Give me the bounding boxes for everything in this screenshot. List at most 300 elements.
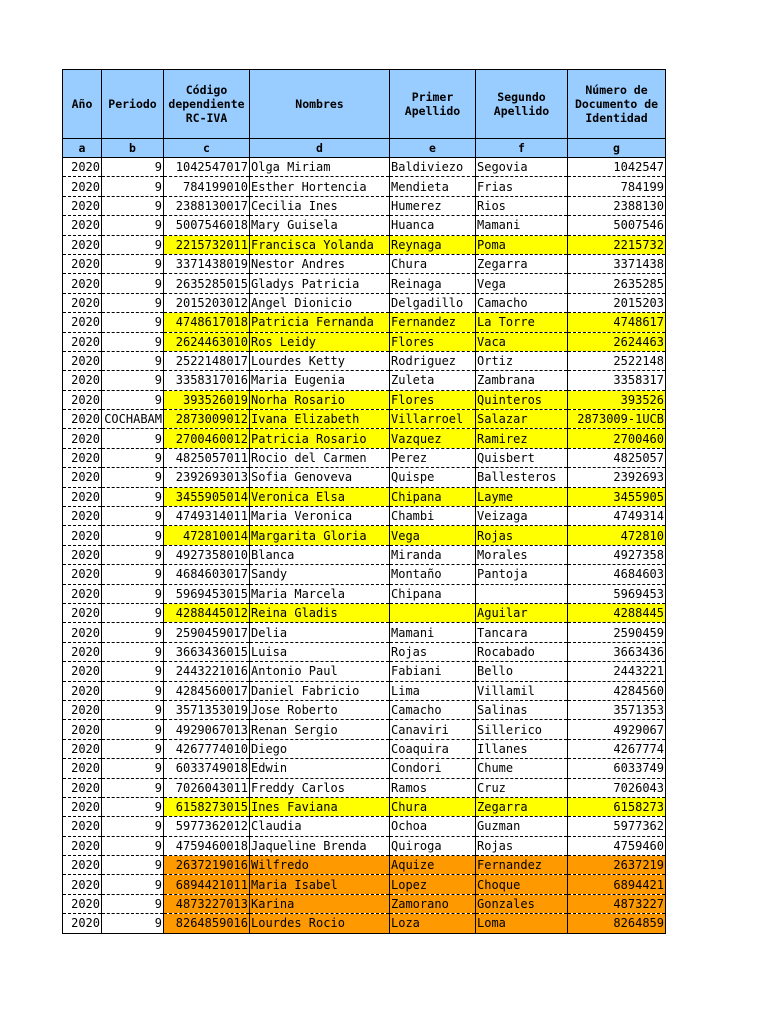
cell-segundo-apellido: Mamani: [476, 216, 568, 235]
cell-ano: 2020: [63, 507, 102, 526]
cell-codigo: 3455905014: [164, 487, 250, 506]
cell-segundo-apellido: Aguilar: [476, 603, 568, 622]
cell-primer-apellido: Lopez: [390, 875, 476, 894]
cell-nombres: Freddy Carlos: [250, 778, 390, 797]
cell-ano: 2020: [63, 371, 102, 390]
cell-nombres: Renan Sergio: [250, 720, 390, 739]
cell-documento: 4684603: [568, 565, 666, 584]
cell-codigo: 4825057011: [164, 448, 250, 467]
cell-ano: 2020: [63, 603, 102, 622]
table-row: [63, 584, 666, 603]
table-row: [63, 662, 666, 681]
cell-codigo: 3663436015: [164, 642, 250, 661]
cell-nombres: Jose Roberto: [250, 700, 390, 719]
cell-nombres: Margarita Gloria: [250, 526, 390, 545]
cell-primer-apellido: Condori: [390, 759, 476, 778]
cell-primer-apellido: Aquize: [390, 856, 476, 875]
cell-primer-apellido: Reinaga: [390, 274, 476, 293]
table-row: [63, 235, 666, 254]
cell-primer-apellido: Chura: [390, 797, 476, 816]
cell-nombres: Gladys Patricia: [250, 274, 390, 293]
cell-documento: 3455905: [568, 487, 666, 506]
cell-codigo: 4684603017: [164, 565, 250, 584]
cell-documento: 2637219: [568, 856, 666, 875]
cell-documento: 5007546: [568, 216, 666, 235]
table-row: [63, 313, 666, 332]
cell-codigo: 2015203012: [164, 293, 250, 312]
cell-codigo: 4749314011: [164, 507, 250, 526]
cell-nombres: Wilfredo: [250, 856, 390, 875]
cell-documento: 784199: [568, 177, 666, 196]
cell-ano: 2020: [63, 817, 102, 836]
cell-documento: 393526: [568, 390, 666, 409]
cell-nombres: Sandy: [250, 565, 390, 584]
cell-documento: 2873009-1UCB: [568, 410, 666, 429]
cell-nombres: Ines Faviana: [250, 797, 390, 816]
cell-periodo: 9: [102, 565, 164, 584]
table-row: [63, 468, 666, 487]
cell-nombres: Patricia Fernanda: [250, 313, 390, 332]
cell-ano: 2020: [63, 274, 102, 293]
cell-periodo: 9: [102, 293, 164, 312]
cell-segundo-apellido: Gonzales: [476, 894, 568, 913]
table-row: [63, 759, 666, 778]
cell-primer-apellido: Mendieta: [390, 177, 476, 196]
cell-primer-apellido: Rojas: [390, 642, 476, 661]
cell-documento: 2015203: [568, 293, 666, 312]
cell-codigo: 4759460018: [164, 836, 250, 855]
cell-periodo: 9: [102, 313, 164, 332]
cell-periodo: 9: [102, 177, 164, 196]
cell-codigo: 784199010: [164, 177, 250, 196]
letter-f: f: [476, 139, 568, 158]
cell-primer-apellido: Delgadillo: [390, 293, 476, 312]
cell-ano: 2020: [63, 623, 102, 642]
cell-segundo-apellido: Camacho: [476, 293, 568, 312]
cell-ano: 2020: [63, 332, 102, 351]
cell-periodo: 9: [102, 894, 164, 913]
cell-codigo: 8264859016: [164, 914, 250, 933]
cell-ano: 2020: [63, 584, 102, 603]
cell-codigo: 6894421011: [164, 875, 250, 894]
table-row: [63, 487, 666, 506]
cell-primer-apellido: Fernandez: [390, 313, 476, 332]
cell-documento: 472810: [568, 526, 666, 545]
cell-periodo: 9: [102, 662, 164, 681]
cell-codigo: 2873009012: [164, 410, 250, 429]
cell-nombres: Patricia Rosario: [250, 429, 390, 448]
cell-periodo: 9: [102, 390, 164, 409]
cell-segundo-apellido: Rojas: [476, 836, 568, 855]
cell-codigo: 2443221016: [164, 662, 250, 681]
cell-documento: 4288445: [568, 603, 666, 622]
cell-periodo: 9: [102, 371, 164, 390]
cell-codigo: 4288445012: [164, 603, 250, 622]
cell-ano: 2020: [63, 778, 102, 797]
cell-primer-apellido: Chipana: [390, 487, 476, 506]
cell-primer-apellido: Zamorano: [390, 894, 476, 913]
cell-primer-apellido: Villarroel: [390, 410, 476, 429]
cell-primer-apellido: Loza: [390, 914, 476, 933]
table-row: [63, 894, 666, 913]
cell-documento: 4284560: [568, 681, 666, 700]
cell-codigo: 2590459017: [164, 623, 250, 642]
table-row: [63, 351, 666, 370]
cell-periodo: 9: [102, 603, 164, 622]
table-row: [63, 216, 666, 235]
table-row: [63, 817, 666, 836]
cell-segundo-apellido: Ballesteros: [476, 468, 568, 487]
cell-documento: 4927358: [568, 545, 666, 564]
cell-segundo-apellido: Loma: [476, 914, 568, 933]
cell-documento: 2700460: [568, 429, 666, 448]
cell-codigo: 6033749018: [164, 759, 250, 778]
cell-documento: 4748617: [568, 313, 666, 332]
cell-segundo-apellido: Salinas: [476, 700, 568, 719]
cell-codigo: 5969453015: [164, 584, 250, 603]
cell-primer-apellido: Flores: [390, 390, 476, 409]
cell-periodo: 9: [102, 235, 164, 254]
cell-documento: 2443221: [568, 662, 666, 681]
cell-codigo: 3371438019: [164, 254, 250, 273]
cell-primer-apellido: Ochoa: [390, 817, 476, 836]
cell-nombres: Mary Guisela: [250, 216, 390, 235]
cell-primer-apellido: Baldiviezo: [390, 158, 476, 177]
cell-primer-apellido: [390, 603, 476, 622]
cell-nombres: Claudia: [250, 817, 390, 836]
cell-nombres: Maria Marcela: [250, 584, 390, 603]
cell-codigo: 4267774010: [164, 739, 250, 758]
table-row: [63, 254, 666, 273]
cell-primer-apellido: Fabiani: [390, 662, 476, 681]
cell-documento: 2522148: [568, 351, 666, 370]
cell-documento: 6033749: [568, 759, 666, 778]
cell-segundo-apellido: Choque: [476, 875, 568, 894]
cell-nombres: Maria Veronica: [250, 507, 390, 526]
header-primer-apellido: Primer Apellido: [390, 70, 476, 139]
cell-codigo: 2700460012: [164, 429, 250, 448]
cell-periodo: 9: [102, 623, 164, 642]
table-row: [63, 545, 666, 564]
cell-ano: 2020: [63, 856, 102, 875]
cell-segundo-apellido: Rios: [476, 196, 568, 215]
cell-ano: 2020: [63, 914, 102, 933]
cell-codigo: 2637219016: [164, 856, 250, 875]
cell-codigo: 2388130017: [164, 196, 250, 215]
cell-segundo-apellido: Poma: [476, 235, 568, 254]
cell-nombres: Sofia Genoveva: [250, 468, 390, 487]
cell-codigo: 2624463010: [164, 332, 250, 351]
cell-ano: 2020: [63, 739, 102, 758]
cell-segundo-apellido: Rocabado: [476, 642, 568, 661]
cell-documento: 3371438: [568, 254, 666, 273]
cell-periodo: 9: [102, 468, 164, 487]
cell-primer-apellido: Vega: [390, 526, 476, 545]
cell-segundo-apellido: Morales: [476, 545, 568, 564]
cell-periodo: 9: [102, 642, 164, 661]
cell-ano: 2020: [63, 545, 102, 564]
rc-iva-table: [62, 69, 666, 934]
cell-primer-apellido: Mamani: [390, 623, 476, 642]
header-codigo: Código dependiente RC-IVA: [164, 70, 250, 139]
cell-primer-apellido: Chipana: [390, 584, 476, 603]
cell-nombres: Esther Hortencia: [250, 177, 390, 196]
table-body: [63, 158, 666, 934]
cell-primer-apellido: Lima: [390, 681, 476, 700]
cell-segundo-apellido: Segovia: [476, 158, 568, 177]
cell-segundo-apellido: Zambrana: [476, 371, 568, 390]
table-row: [63, 797, 666, 816]
cell-nombres: Lourdes Rocio: [250, 914, 390, 933]
cell-ano: 2020: [63, 235, 102, 254]
cell-periodo: 9: [102, 351, 164, 370]
cell-segundo-apellido: La Torre: [476, 313, 568, 332]
cell-documento: 2392693: [568, 468, 666, 487]
table-row: [63, 410, 666, 429]
cell-nombres: Olga Miriam: [250, 158, 390, 177]
cell-codigo: 5977362012: [164, 817, 250, 836]
cell-primer-apellido: Perez: [390, 448, 476, 467]
letter-row: [63, 139, 666, 158]
cell-codigo: 5007546018: [164, 216, 250, 235]
table-row: [63, 623, 666, 642]
cell-periodo: 9: [102, 332, 164, 351]
cell-segundo-apellido: Cruz: [476, 778, 568, 797]
cell-periodo: 9: [102, 778, 164, 797]
cell-nombres: Luisa: [250, 642, 390, 661]
cell-periodo: 9: [102, 759, 164, 778]
table-row: [63, 448, 666, 467]
cell-documento: 5969453: [568, 584, 666, 603]
cell-codigo: 2215732011: [164, 235, 250, 254]
cell-nombres: Diego: [250, 739, 390, 758]
table-row: [63, 526, 666, 545]
cell-periodo: 9: [102, 274, 164, 293]
cell-nombres: Angel Dionicio: [250, 293, 390, 312]
cell-segundo-apellido: Guzman: [476, 817, 568, 836]
cell-documento: 2635285: [568, 274, 666, 293]
letter-b: b: [102, 139, 164, 158]
cell-periodo: 9: [102, 720, 164, 739]
header-row: [63, 70, 666, 139]
cell-nombres: Jaqueline Brenda: [250, 836, 390, 855]
cell-nombres: Ivana Elizabeth: [250, 410, 390, 429]
cell-primer-apellido: Huanca: [390, 216, 476, 235]
cell-documento: 2388130: [568, 196, 666, 215]
cell-codigo: 2392693013: [164, 468, 250, 487]
table-row: [63, 293, 666, 312]
cell-ano: 2020: [63, 177, 102, 196]
cell-periodo: 9: [102, 158, 164, 177]
table-row: [63, 177, 666, 196]
cell-ano: 2020: [63, 836, 102, 855]
cell-primer-apellido: Miranda: [390, 545, 476, 564]
table-row: [63, 158, 666, 177]
cell-primer-apellido: Rodriguez: [390, 351, 476, 370]
cell-documento: 2590459: [568, 623, 666, 642]
cell-segundo-apellido: [476, 584, 568, 603]
cell-nombres: Reina Gladis: [250, 603, 390, 622]
table-row: [63, 642, 666, 661]
cell-segundo-apellido: Vega: [476, 274, 568, 293]
cell-codigo: 4929067013: [164, 720, 250, 739]
cell-periodo: 9: [102, 487, 164, 506]
cell-ano: 2020: [63, 642, 102, 661]
table-row: [63, 390, 666, 409]
cell-documento: 5977362: [568, 817, 666, 836]
cell-periodo: 9: [102, 429, 164, 448]
cell-segundo-apellido: Frias: [476, 177, 568, 196]
cell-primer-apellido: Quiroga: [390, 836, 476, 855]
letter-d: d: [250, 139, 390, 158]
cell-documento: 4267774: [568, 739, 666, 758]
table-row: [63, 739, 666, 758]
cell-ano: 2020: [63, 216, 102, 235]
cell-nombres: Edwin: [250, 759, 390, 778]
cell-primer-apellido: Humerez: [390, 196, 476, 215]
cell-primer-apellido: Canaviri: [390, 720, 476, 739]
cell-nombres: Daniel Fabricio: [250, 681, 390, 700]
cell-periodo: 9: [102, 216, 164, 235]
cell-periodo: 9: [102, 196, 164, 215]
cell-nombres: Blanca: [250, 545, 390, 564]
cell-ano: 2020: [63, 894, 102, 913]
cell-documento: 4749314: [568, 507, 666, 526]
cell-segundo-apellido: Chume: [476, 759, 568, 778]
cell-documento: 6894421: [568, 875, 666, 894]
cell-periodo: 9: [102, 836, 164, 855]
table-row: [63, 332, 666, 351]
table-row: [63, 778, 666, 797]
cell-documento: 7026043: [568, 778, 666, 797]
cell-codigo: 2522148017: [164, 351, 250, 370]
cell-documento: 3571353: [568, 700, 666, 719]
table-row: [63, 274, 666, 293]
cell-segundo-apellido: Layme: [476, 487, 568, 506]
cell-documento: 4929067: [568, 720, 666, 739]
cell-segundo-apellido: Ramirez: [476, 429, 568, 448]
cell-periodo: 9: [102, 681, 164, 700]
cell-ano: 2020: [63, 565, 102, 584]
cell-periodo: 9: [102, 739, 164, 758]
cell-documento: 4825057: [568, 448, 666, 467]
cell-segundo-apellido: Quinteros: [476, 390, 568, 409]
cell-primer-apellido: Chura: [390, 254, 476, 273]
cell-ano: 2020: [63, 313, 102, 332]
cell-codigo: 3358317016: [164, 371, 250, 390]
letter-a: a: [63, 139, 102, 158]
header-periodo: Periodo: [102, 70, 164, 139]
cell-periodo: 9: [102, 797, 164, 816]
cell-periodo: 9: [102, 700, 164, 719]
table-row: [63, 914, 666, 933]
cell-codigo: 4284560017: [164, 681, 250, 700]
cell-segundo-apellido: Bello: [476, 662, 568, 681]
cell-codigo: 4748617018: [164, 313, 250, 332]
table-row: [63, 429, 666, 448]
cell-ano: 2020: [63, 351, 102, 370]
table-row: [63, 700, 666, 719]
cell-documento: 4759460: [568, 836, 666, 855]
cell-primer-apellido: Chambi: [390, 507, 476, 526]
header-segundo-apellido: Segundo Apellido: [476, 70, 568, 139]
cell-ano: 2020: [63, 487, 102, 506]
cell-codigo: 4927358010: [164, 545, 250, 564]
cell-nombres: Rocio del Carmen: [250, 448, 390, 467]
cell-periodo: 9: [102, 914, 164, 933]
cell-ano: 2020: [63, 662, 102, 681]
cell-segundo-apellido: Fernandez: [476, 856, 568, 875]
cell-segundo-apellido: Salazar: [476, 410, 568, 429]
cell-codigo: 472810014: [164, 526, 250, 545]
cell-ano: 2020: [63, 797, 102, 816]
letter-c: c: [164, 139, 250, 158]
cell-periodo: 9: [102, 254, 164, 273]
cell-documento: 2624463: [568, 332, 666, 351]
cell-nombres: Maria Eugenia: [250, 371, 390, 390]
cell-codigo: 7026043011: [164, 778, 250, 797]
cell-ano: 2020: [63, 254, 102, 273]
cell-periodo: 9: [102, 545, 164, 564]
cell-ano: 2020: [63, 410, 102, 429]
cell-periodo: 9: [102, 448, 164, 467]
cell-segundo-apellido: Zegarra: [476, 254, 568, 273]
cell-nombres: Cecilia Ines: [250, 196, 390, 215]
header-ano: Año: [63, 70, 102, 139]
cell-primer-apellido: Montaño: [390, 565, 476, 584]
cell-periodo: 9: [102, 526, 164, 545]
cell-ano: 2020: [63, 196, 102, 215]
cell-documento: 1042547: [568, 158, 666, 177]
cell-ano: 2020: [63, 448, 102, 467]
cell-ano: 2020: [63, 681, 102, 700]
cell-periodo: COCHABAM: [102, 410, 164, 429]
cell-ano: 2020: [63, 759, 102, 778]
cell-periodo: 9: [102, 817, 164, 836]
cell-documento: 6158273: [568, 797, 666, 816]
table-row: [63, 507, 666, 526]
table-row: [63, 603, 666, 622]
cell-primer-apellido: Flores: [390, 332, 476, 351]
cell-codigo: 1042547017: [164, 158, 250, 177]
table-row: [63, 371, 666, 390]
table-row: [63, 681, 666, 700]
cell-periodo: 9: [102, 875, 164, 894]
cell-segundo-apellido: Sillerico: [476, 720, 568, 739]
cell-segundo-apellido: Pantoja: [476, 565, 568, 584]
cell-codigo: 3571353019: [164, 700, 250, 719]
header-documento: Número de Documento de Identidad: [568, 70, 666, 139]
cell-nombres: Antonio Paul: [250, 662, 390, 681]
cell-codigo: 393526019: [164, 390, 250, 409]
letter-g: g: [568, 139, 666, 158]
table-row: [63, 565, 666, 584]
cell-ano: 2020: [63, 875, 102, 894]
header-nombres: Nombres: [250, 70, 390, 139]
cell-periodo: 9: [102, 856, 164, 875]
cell-segundo-apellido: Illanes: [476, 739, 568, 758]
cell-nombres: Norha Rosario: [250, 390, 390, 409]
cell-primer-apellido: Vazquez: [390, 429, 476, 448]
letter-e: e: [390, 139, 476, 158]
cell-nombres: Francisca Yolanda: [250, 235, 390, 254]
cell-nombres: Karina: [250, 894, 390, 913]
cell-primer-apellido: Reynaga: [390, 235, 476, 254]
cell-documento: 3358317: [568, 371, 666, 390]
table-row: [63, 720, 666, 739]
cell-segundo-apellido: Zegarra: [476, 797, 568, 816]
cell-segundo-apellido: Rojas: [476, 526, 568, 545]
